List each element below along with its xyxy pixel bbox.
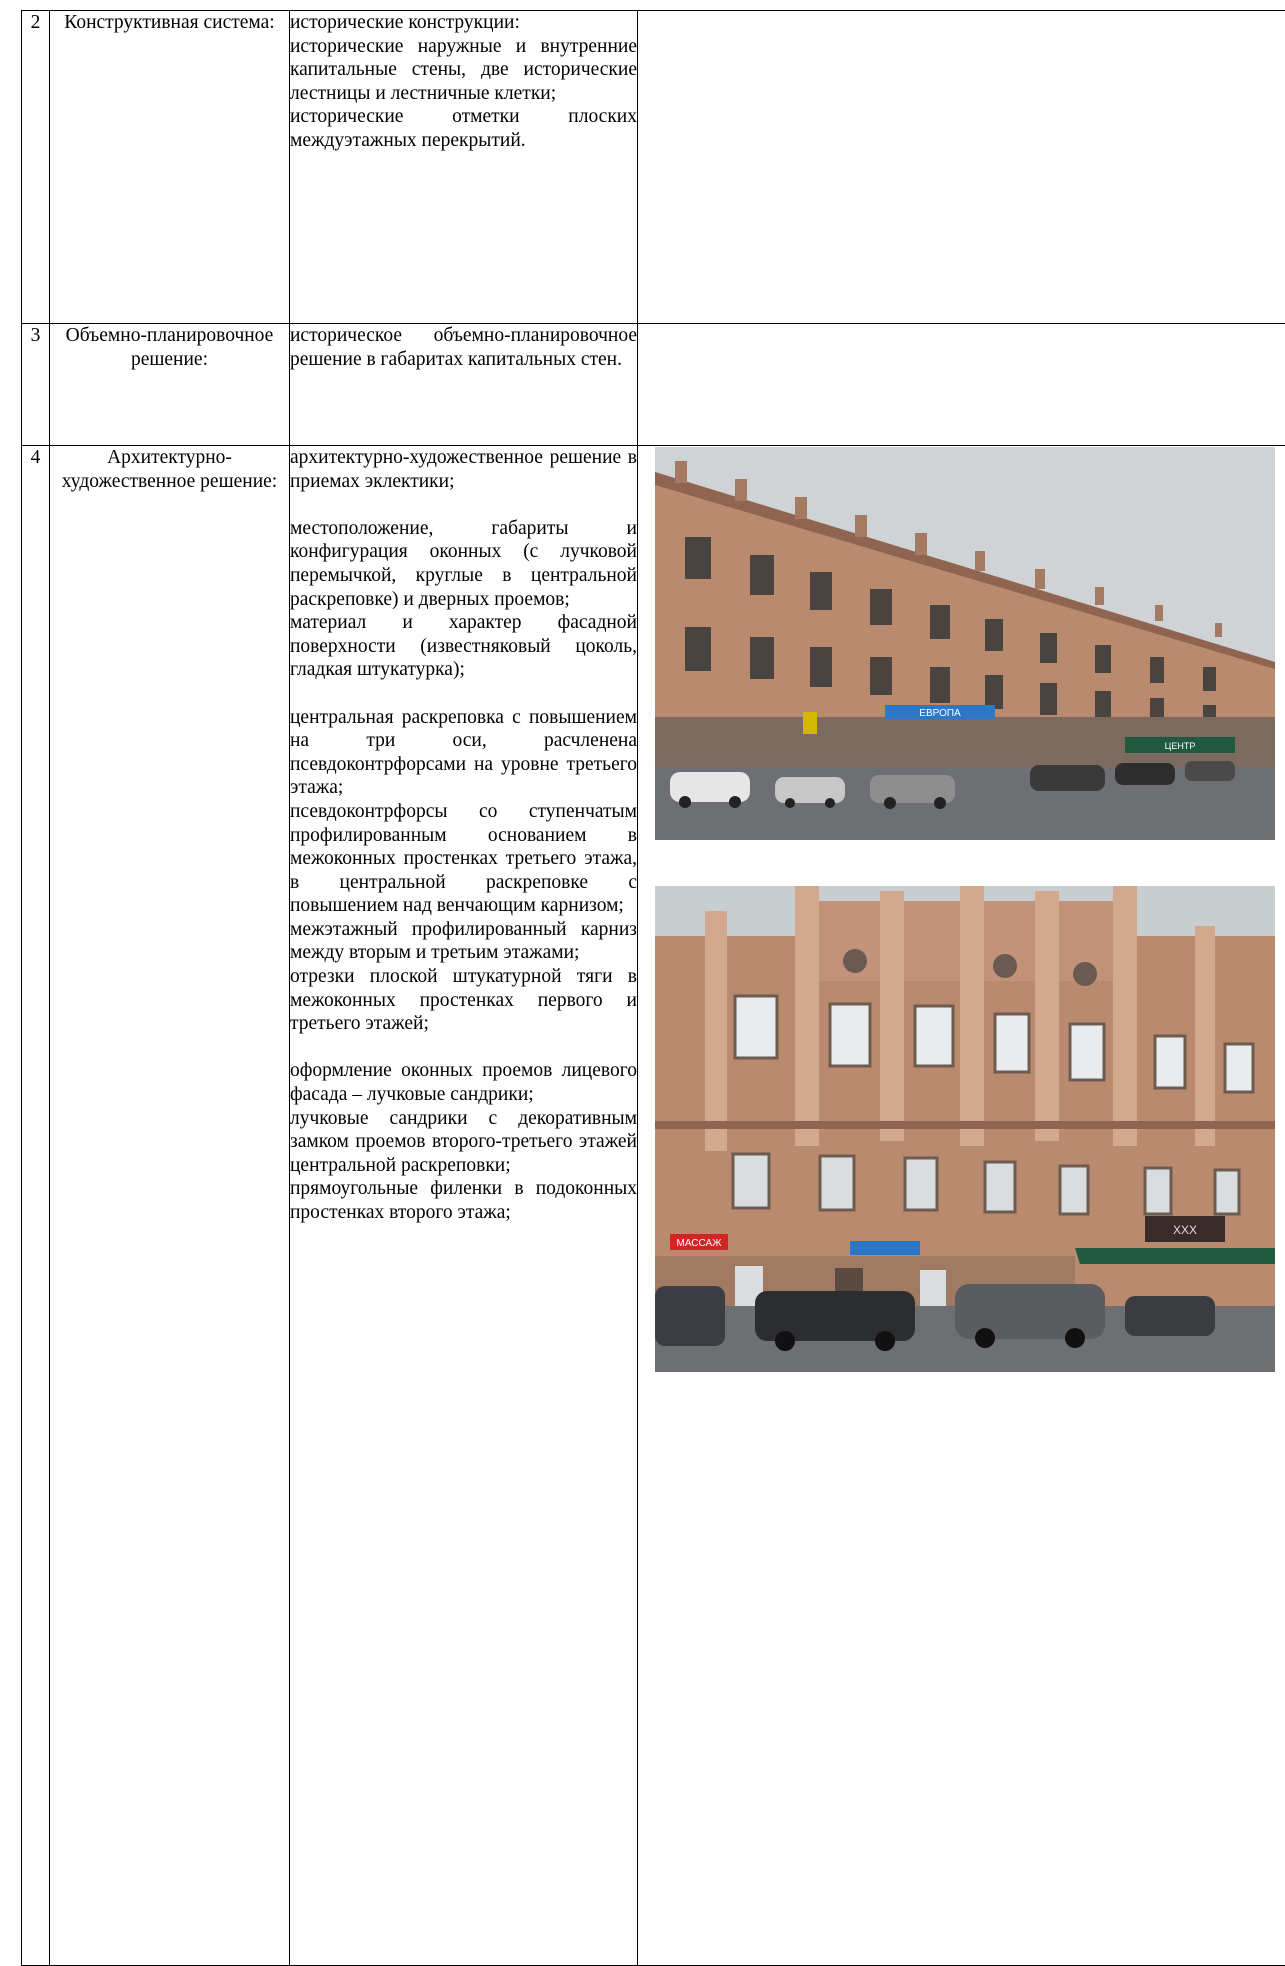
row-category: Объемно-планировочное решение: [50, 324, 290, 446]
description-line: лучковые сандрики с декоративным замком проемов второго-третьего этажей центральной раскреповки; [290, 1107, 637, 1178]
facade-photo-perspective [655, 447, 1275, 840]
description-line: местоположение, габариты и конфигурация оконных (с лучковой перемычкой, круглые в центральной раскреповке) и дверных проемов; [290, 517, 637, 611]
row-photo-cell [638, 446, 1285, 1966]
row-description [290, 324, 638, 446]
row-number: 3 [22, 324, 50, 446]
shop-sign-text: ЕВРОПА [919, 708, 961, 719]
description-line: оформление оконных проемов лицевого фасада – лучковые сандрики; [290, 1059, 637, 1106]
description-line: исторические конструкции: [290, 11, 637, 35]
document-page [21, 10, 1285, 1943]
heritage-table [21, 10, 1285, 1966]
table-row-2 [22, 11, 1285, 324]
table-row-3 [22, 324, 1285, 446]
row-description [290, 446, 638, 1966]
description-line: прямоугольные филенки в подоконных простенках второго этажа; [290, 1177, 637, 1224]
description-line: материал и характер фасадной поверхности (известняковый цоколь, гладкая штукатурка); [290, 611, 637, 682]
description-line: межэтажный профилированный карниз между вторым и третьим этажами; [290, 918, 637, 965]
description-line: историческое объемно-планировочное решение в габаритах капитальных стен. [290, 324, 637, 371]
description-line: исторические наружные и внутренние капитальные стены, две исторические лестницы и лестничные клетки; [290, 35, 637, 106]
row-category: Архитектурно-художественное решение: [50, 446, 290, 1966]
description-line: центральная раскреповка с повышением на три оси, расчленена псевдоконтрфорсами на уровне третьего этажа; [290, 706, 637, 800]
shop-sign-text: ХХХ [1173, 1223, 1197, 1237]
table-row-4 [22, 446, 1285, 1966]
row-category: Конструктивная система: [50, 11, 290, 324]
description-line: исторические отметки плоских междуэтажных перекрытий. [290, 105, 637, 152]
row-photo-cell [638, 324, 1285, 446]
row-photo-cell [638, 11, 1285, 324]
description-line: отрезки плоской штукатурной тяги в межоконных простенках первого и третьего этажей; [290, 965, 637, 1036]
description-line: псевдоконтрфорсы со ступенчатым профилированным основанием в межоконных простенках третьего этажа, в центральной раскреповке с повышением над венчающим карнизом; [290, 800, 637, 918]
shop-sign-text: МАССАЖ [677, 1238, 723, 1249]
shop-sign-text: ЦЕНТР [1165, 741, 1196, 751]
row-description [290, 11, 638, 324]
facade-photo-front [655, 886, 1275, 1372]
row-number: 2 [22, 11, 50, 324]
description-line: архитектурно-художественное решение в приемах эклектики; [290, 446, 637, 493]
row-number: 4 [22, 446, 50, 1966]
